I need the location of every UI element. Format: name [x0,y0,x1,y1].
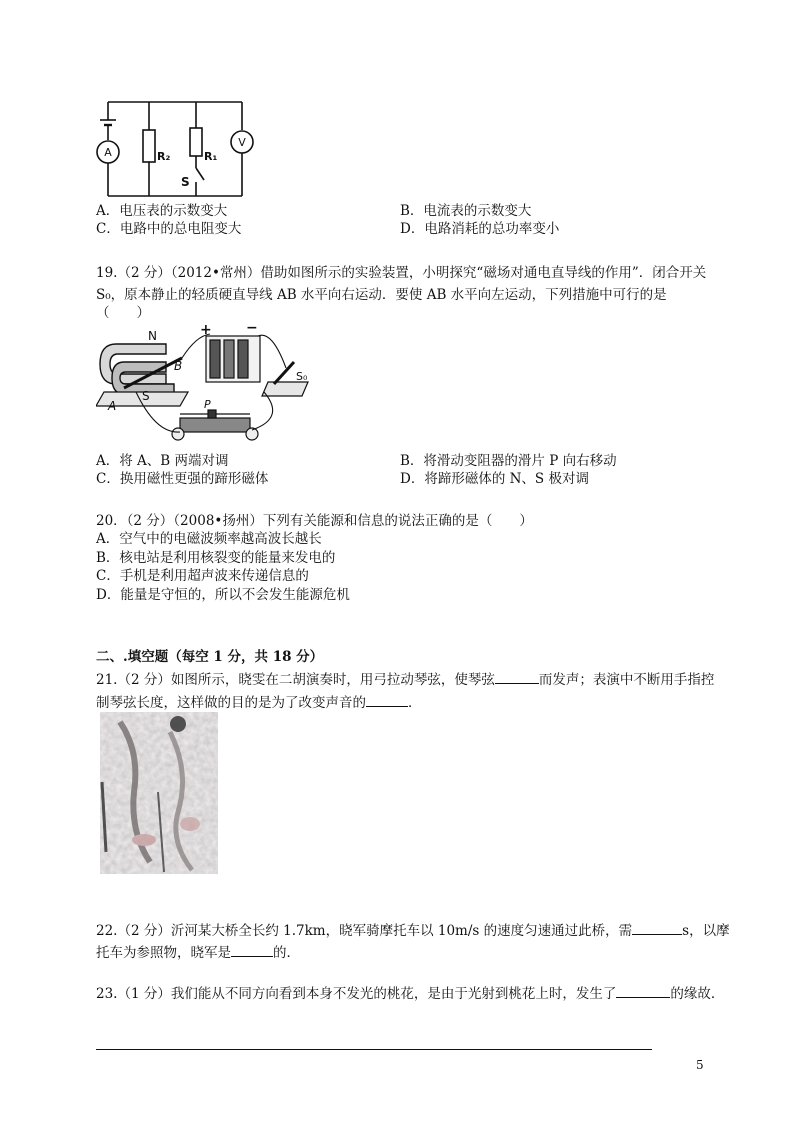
q23-text-1a: 23.（1 分）我们能从不同方向看到本身不发光的桃花，是由于光射到桃花上时，发生了 [96,986,617,1002]
ammeter-label: A [104,146,112,159]
q22-line1 [96,920,730,940]
q20-stem: 20．（2 分）（2008•扬州）下列有关能源和信息的说法正确的是（ ） [96,513,533,529]
q22-line2 [96,942,300,962]
magnet-n-label: N [148,329,157,343]
footer-rule [96,1049,652,1050]
q20-option-d: D．能量是守恒的，所以不会发生能源危机 [96,587,350,603]
q22-text-2b: 的． [273,945,300,961]
q18-circuit-figure [95,96,255,202]
q21-text-1a: 21.（2 分）如图所示，晓雯在二胡演奏时，用弓拉动琴弦，使琴弦 [96,672,495,688]
q22-text-1b: s，以摩 [682,923,730,939]
voltmeter-label: V [238,136,246,149]
q19-option-a: A．将 A、B 两端对调 [96,453,229,469]
q19-stem-line2: S₀，原本静止的轻质硬直导线 AB 水平向右运动．要使 AB 水平向左运动，下列措施中可行的是 [96,287,667,303]
q19-answer-bracket: （ ） [96,305,150,321]
q20-option-b: B．核电站是利用核裂变的能量来发电的 [96,550,336,566]
magnet-s-label: S [142,389,150,403]
q21-text-1b: 而发声；表演中不断用手指控 [538,672,715,688]
erhu-photo [100,712,218,874]
q22-blank-1[interactable] [632,920,682,935]
q18-option-b: B．电流表的示数变大 [400,203,532,219]
point-b-label: B [174,359,183,373]
section-title: 二、.填空题（每空 1 分，共 18 分） [96,649,324,665]
q23-blank-1[interactable] [616,983,670,998]
q23-line1 [96,983,724,1003]
q22-text-2a: 托车为参照物，晓军是 [96,945,231,961]
q21-line2 [96,692,422,712]
q21-blank-2[interactable] [366,692,408,707]
switch-s0-label: S₀ [296,370,308,383]
q22-text-1a: 22.（2 分）沂河某大桥全长约 1.7km，晓军骑摩托车以 10m/s 的速度匀速通过此桥，需 [96,923,633,939]
q22-blank-2[interactable] [231,942,273,957]
q19-apparatus-figure [96,322,321,448]
r1-label: R₁ [204,150,218,163]
r2-label: R₂ [157,150,171,163]
q21-text-2a: 制琴弦长度，这样做的目的是为了改变声音的 [96,695,366,711]
q23-text-1b: 的缘故． [670,986,725,1002]
page-number: 5 [696,1058,704,1072]
q19-option-d: D．将蹄形磁体的 N、S 极对调 [400,471,589,487]
q20-option-c: C．手机是利用超声波来传递信息的 [96,568,309,584]
q19-option-b: B．将滑动变阻器的滑片 P 向右移动 [400,453,617,469]
q19-stem-line1: 19.（2 分）（2012•常州）借助如图所示的实验装置，小明探究“磁场对通电直导线的作用”．闭合开关 [96,265,707,281]
switch-label: S [181,175,190,189]
q18-option-a: A．电压表的示数变大 [96,203,228,219]
point-a-label: A [108,399,117,413]
q21-text-2b: ． [408,695,422,711]
q18-option-c: C．电路中的总电阻变大 [96,221,242,237]
q18-option-d: D．电路消耗的总功率变小 [400,221,560,237]
q21-blank-1[interactable] [495,669,539,684]
q19-option-c: C．换用磁性更强的蹄形磁体 [96,471,269,487]
slider-p-label: P [204,398,211,411]
q20-option-a: A．空气中的电磁波频率越高波长越长 [96,531,322,547]
battery-plus-label: + [200,322,212,338]
battery-minus-label: − [246,322,258,336]
q21-line1 [96,669,714,689]
